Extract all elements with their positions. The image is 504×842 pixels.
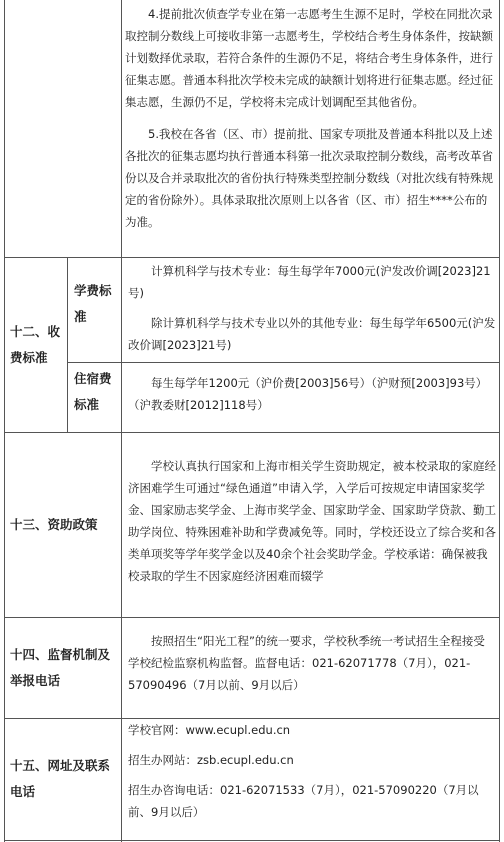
admissions-website: 招生办网站：zsb.ecupl.edu.cn: [128, 753, 294, 767]
fee-standard-heading: 十二、收费标准: [10, 323, 61, 365]
tuition-cs: 计算机科学与技术专业：每生每学年7000元(沪发改价调[2023]21号): [128, 264, 491, 300]
row-divider: [4, 840, 500, 841]
supervision-text: 按照招生“阳光工程”的统一要求，学校秋季统一考试招生全程接受学校纪检监察机构监督。监督电话：021-62071778（7月），021-57090496（7月以前、9月以后）: [128, 634, 485, 692]
contact-heading: 十五、网址及联系电话: [10, 758, 111, 799]
lodging-content: [128, 372, 496, 416]
table-border-left: [4, 0, 5, 842]
aid-policy-content: [128, 455, 496, 587]
tuition-label-cell: [74, 278, 116, 330]
admissions-phone: 招生办咨询电话：021-62071533（7月），021-57090220（7月以前、9月以后）: [128, 783, 479, 819]
admission-table: [4, 0, 500, 842]
section14-label: [10, 617, 118, 718]
supervision-content: [128, 630, 496, 696]
lodging-fee: 每生每学年1200元（沪价费[2003]56号）（沪财预[2003]93号）（沪教委财[2012]118号）: [128, 376, 488, 412]
tuition-label: 学费标准: [74, 283, 112, 324]
row-divider: [4, 257, 500, 258]
supervision-heading: 十四、监督机制及举报电话: [10, 646, 111, 688]
section11-content: [125, 3, 495, 233]
contact-content: [128, 719, 496, 823]
lodging-label-cell: [74, 366, 116, 418]
admission-rule-4: 4.提前批次侦查学专业在第一志愿考生生源不足时，学校在同批次录取控制分数线上可接收非第一志愿考生，学校结合考生身体条件，按缺额计划数择优录取，若符合条件的生源仍不足，将结合考生身体条件，进行征集志愿。普通本科批次学校未完成的缺额计划将进行征集志愿。经过征集志愿，生源仍不足，学校将未完成计划调配至其他省份。: [125, 7, 493, 109]
admission-rule-5: 5.我校在各省（区、市）提前批、国家专项批及普通本科批以及上述各批次的征集志愿均执行普通本科第一批次录取控制分数线，高考改革省份以及合并录取批次的省份执行特殊类型控制分数线（对批次线有特殊规定的省份除外）。具体录取批次原则上以各省（区、市）招生****公布的为准。: [125, 127, 493, 229]
tuition-content: [128, 260, 496, 356]
row-divider: [67, 362, 500, 363]
section12-label: [10, 257, 64, 432]
section13-label: [10, 432, 118, 617]
lodging-label: 住宿费标准: [74, 371, 112, 412]
aid-policy-heading: 十三、资助政策: [10, 516, 98, 532]
table-border-right: [499, 0, 500, 842]
section15-label: [10, 718, 118, 840]
table-border-mid: [121, 0, 122, 842]
aid-policy-text: 学校认真执行国家和上海市相关学生资助规定，被本校录取的家庭经济困难学生可通过“绿色通道”申请入学，入学后可按规定申请国家奖学金、国家励志奖学金、上海市奖学金、国家助学金、国家助学贷款、勤工助学岗位、特殊困难补助和学费减免等。同时，学校还设立了综合奖和各类单项奖等学年奖学金以及40余个社会奖助学金。学校承诺：确保被我校录取的学生不因家庭经济困难而辍学: [128, 459, 496, 583]
school-website: 学校官网：www.ecupl.edu.cn: [128, 723, 291, 737]
table-border-sub: [67, 257, 68, 432]
tuition-other: 除计算机科学与技术专业以外的其他专业：每生每学年6500元(沪发改价调[2023]21号): [128, 316, 496, 352]
